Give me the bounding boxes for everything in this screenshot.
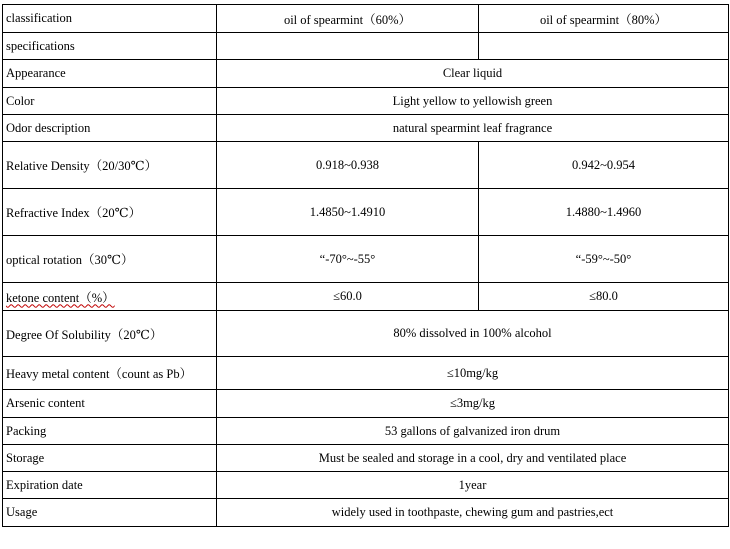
table-row [3,5,729,33]
row-value: ≤3mg/kg [217,390,729,418]
table-row [3,60,729,88]
table-row [3,311,729,357]
table-row [3,499,729,527]
row-label: ketone content（%） [3,283,217,311]
row-value: natural spearmint leaf fragrance [217,115,729,142]
value-80: ≤80.0 [479,283,729,311]
table-row [3,142,729,189]
row-label: Expiration date [3,472,217,499]
row-label: Storage [3,445,217,472]
grade-80-header: oil of spearmint（80%） [479,5,729,33]
table-row [3,88,729,115]
row-value: Must be sealed and storage in a cool, dry and ventilated place [217,445,729,472]
table-row [3,115,729,142]
table-row [3,33,729,60]
grade-60-header: oil of spearmint（60%） [217,5,479,33]
value-80: “-59°~-50° [479,236,729,283]
row-label: Usage [3,499,217,527]
row-value: widely used in toothpaste, chewing gum and pastries,ect [217,499,729,527]
spec-table [2,4,729,527]
row-value: Clear liquid [217,60,729,88]
table-row [3,357,729,390]
row-label: Appearance [3,60,217,88]
table-row [3,445,729,472]
row-label: optical rotation（30℃） [3,236,217,283]
table-row [3,390,729,418]
value-60: 0.918~0.938 [217,142,479,189]
table-row [3,236,729,283]
table-row [3,472,729,499]
table-row [3,189,729,236]
specifications-label: specifications [3,33,217,60]
row-value: 1year [217,472,729,499]
empty-cell [217,33,479,60]
row-label: Refractive Index（20℃） [3,189,217,236]
classification-label: classification [3,5,217,33]
empty-cell [479,33,729,60]
row-label: Packing [3,418,217,445]
value-60: “-70°~-55° [217,236,479,283]
row-label: Relative Density（20/30℃） [3,142,217,189]
row-label: Odor description [3,115,217,142]
table-row [3,283,729,311]
value-80: 1.4880~1.4960 [479,189,729,236]
row-label: Degree Of Solubility（20℃） [3,311,217,357]
value-60: 1.4850~1.4910 [217,189,479,236]
row-value: Light yellow to yellowish green [217,88,729,115]
value-80: 0.942~0.954 [479,142,729,189]
row-value: 53 gallons of galvanized iron drum [217,418,729,445]
row-value: ≤10mg/kg [217,357,729,390]
table-row [3,418,729,445]
row-value: 80% dissolved in 100% alcohol [217,311,729,357]
row-label: Color [3,88,217,115]
value-60: ≤60.0 [217,283,479,311]
row-label: Heavy metal content（count as Pb） [3,357,217,390]
row-label: Arsenic content [3,390,217,418]
